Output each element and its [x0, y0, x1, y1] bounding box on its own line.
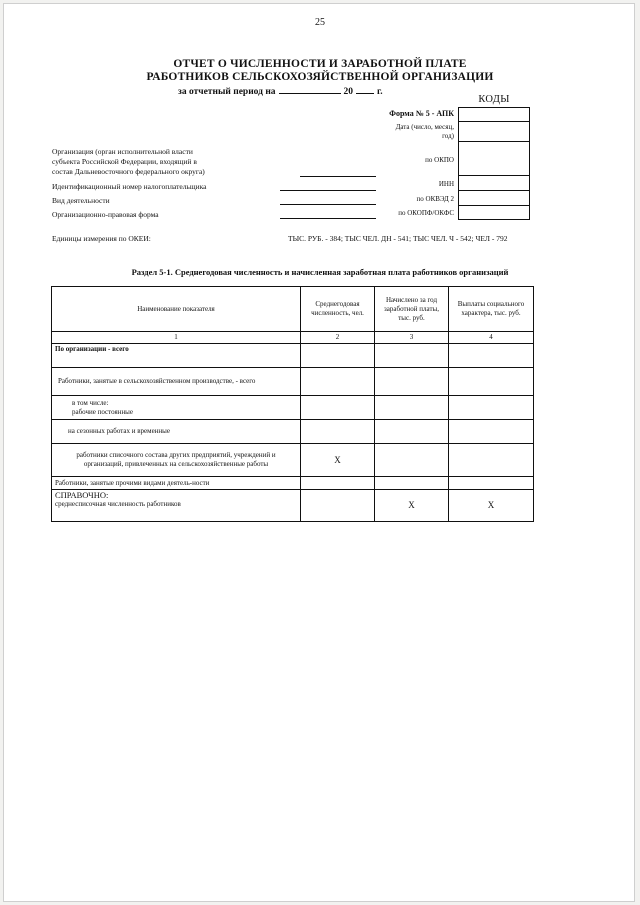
- period-date-blank: [279, 85, 341, 94]
- activity-label: Вид деятельности: [52, 196, 110, 205]
- col-number-4: 4: [449, 332, 534, 344]
- cell-r6-c4[interactable]: [449, 477, 534, 490]
- org-input-line[interactable]: [300, 176, 376, 177]
- cell-r4-c4[interactable]: [449, 420, 534, 444]
- cell-r7-c4[interactable]: X: [449, 490, 534, 522]
- section-title: Раздел 5-1. Среднегодовая численность и начисленная заработная плата работников организаций: [131, 267, 509, 277]
- cell-r4-c2[interactable]: [301, 420, 375, 444]
- codes-header: КОДЫ: [478, 94, 510, 105]
- units-label: Единицы измерения по ОКЕИ:: [52, 234, 151, 243]
- okpo-label: по ОКПО: [425, 156, 454, 164]
- document-page: [3, 3, 635, 902]
- cell-r2-c2[interactable]: [301, 368, 375, 396]
- cell-r2-c4[interactable]: [449, 368, 534, 396]
- reporting-period: [178, 85, 383, 97]
- date-label-1: Дата (число, месяц,: [395, 123, 454, 131]
- col-number-1: 1: [52, 332, 301, 344]
- date-label-2: год): [442, 132, 454, 140]
- col-number-2: 2: [301, 332, 375, 344]
- cell-r1-c2[interactable]: [301, 344, 375, 368]
- table-header-row: [52, 287, 534, 332]
- row-label-seasonal-workers: на сезонных работах и временные: [52, 420, 301, 444]
- table-row: [52, 396, 534, 420]
- activity-input-line[interactable]: [280, 204, 376, 205]
- cell-r2-c3[interactable]: [375, 368, 449, 396]
- code-box-date: [458, 122, 530, 142]
- org-label-line2: субъекта Российской Федерации, входящий в: [52, 157, 197, 166]
- row-label-permanent: рабочие постоянные: [72, 407, 133, 416]
- row-label-agri-workers: Работники, занятые в сельскохозяйственном производстве, - всего: [52, 368, 301, 396]
- table-row: [52, 420, 534, 444]
- period-year: 20: [343, 87, 354, 97]
- table-row: [52, 444, 534, 477]
- cell-r6-c3[interactable]: [375, 477, 449, 490]
- taxpayer-id-input-line[interactable]: [280, 190, 376, 191]
- table-row: [52, 490, 534, 522]
- row-label-including: в том числе:: [72, 398, 109, 407]
- indicators-table: [51, 286, 534, 522]
- taxpayer-id-label: Идентификационный номер налогоплательщика: [52, 182, 207, 191]
- cell-r3-c2[interactable]: [301, 396, 375, 420]
- cell-r1-c3[interactable]: [375, 344, 449, 368]
- table-column-numbers-row: [52, 332, 534, 344]
- row-label-avg-headcount: среднесписочная численность работников: [55, 500, 181, 508]
- row-label-reference: [52, 490, 301, 522]
- period-year-blank: [356, 85, 374, 94]
- table-row: [52, 344, 534, 368]
- org-label-line1: Организация (орган исполнительной власти: [52, 147, 193, 156]
- report-title-line1: ОТЧЕТ О ЧИСЛЕННОСТИ И ЗАРАБОТНОЙ ПЛАТЕ: [173, 58, 467, 70]
- report-title-line2: РАБОТНИКОВ СЕЛЬСКОХОЗЯЙСТВЕННОЙ ОРГАНИЗАЦИИ: [146, 71, 494, 83]
- code-box-form: [458, 107, 530, 122]
- cell-r5-c3[interactable]: [375, 444, 449, 477]
- row-label-org-total: По организации - всего: [52, 344, 301, 368]
- okopf-label: по ОКОПФ/ОКФС: [398, 209, 454, 217]
- row-label-other-activities: Работники, занятые прочими видами деятель-ности: [52, 477, 301, 490]
- table-row: [52, 368, 534, 396]
- okved-label: по ОКВЭД 2: [416, 195, 454, 203]
- header-avg-headcount: Среднегодовая численность, чел.: [301, 287, 375, 332]
- code-box-okopf: [458, 206, 530, 220]
- row-label-other-org-workers: работники списочного состава других предприятий, учреждений и организаций, привлеченных на сельскохозяйственные работы: [52, 444, 301, 477]
- header-indicator-name: Наименование показателя: [52, 287, 301, 332]
- col-number-3: 3: [375, 332, 449, 344]
- cell-r6-c2[interactable]: [301, 477, 375, 490]
- code-box-okpo: [458, 142, 530, 176]
- cell-r7-c3[interactable]: X: [375, 490, 449, 522]
- cell-r7-c2[interactable]: [301, 490, 375, 522]
- row-label-permanent-workers: [52, 396, 301, 420]
- code-box-okved: [458, 191, 530, 206]
- period-prefix: за отчетный период на: [178, 87, 276, 97]
- cell-r1-c4[interactable]: [449, 344, 534, 368]
- header-accrued-wages: Начислено за год заработной платы, тыс. руб.: [375, 287, 449, 332]
- cell-r3-c3[interactable]: [375, 396, 449, 420]
- units-values: ТЫС. РУБ. - 384; ТЫС ЧЕЛ. ДН - 541; ТЫС ЧЕЛ. Ч - 542; ЧЕЛ - 792: [288, 234, 508, 243]
- inn-label: ИНН: [438, 180, 454, 188]
- table-row: [52, 477, 534, 490]
- header-social-payments: Выплаты социального характера, тыс. руб.: [449, 287, 534, 332]
- period-suffix: г.: [377, 87, 383, 97]
- legal-form-label: Организационно-правовая форма: [52, 210, 159, 219]
- legal-form-input-line[interactable]: [280, 218, 376, 219]
- form-label: Форма № 5 - АПК: [389, 109, 454, 118]
- cell-r5-c2[interactable]: X: [301, 444, 375, 477]
- org-label-line3: состав Дальневосточного федерального округа): [52, 167, 205, 176]
- page-number: 25: [315, 17, 325, 28]
- cell-r3-c4[interactable]: [449, 396, 534, 420]
- cell-r4-c3[interactable]: [375, 420, 449, 444]
- code-box-inn: [458, 176, 530, 191]
- cell-r5-c4[interactable]: [449, 444, 534, 477]
- row-label-reference-title: СПРАВОЧНО:: [55, 490, 109, 500]
